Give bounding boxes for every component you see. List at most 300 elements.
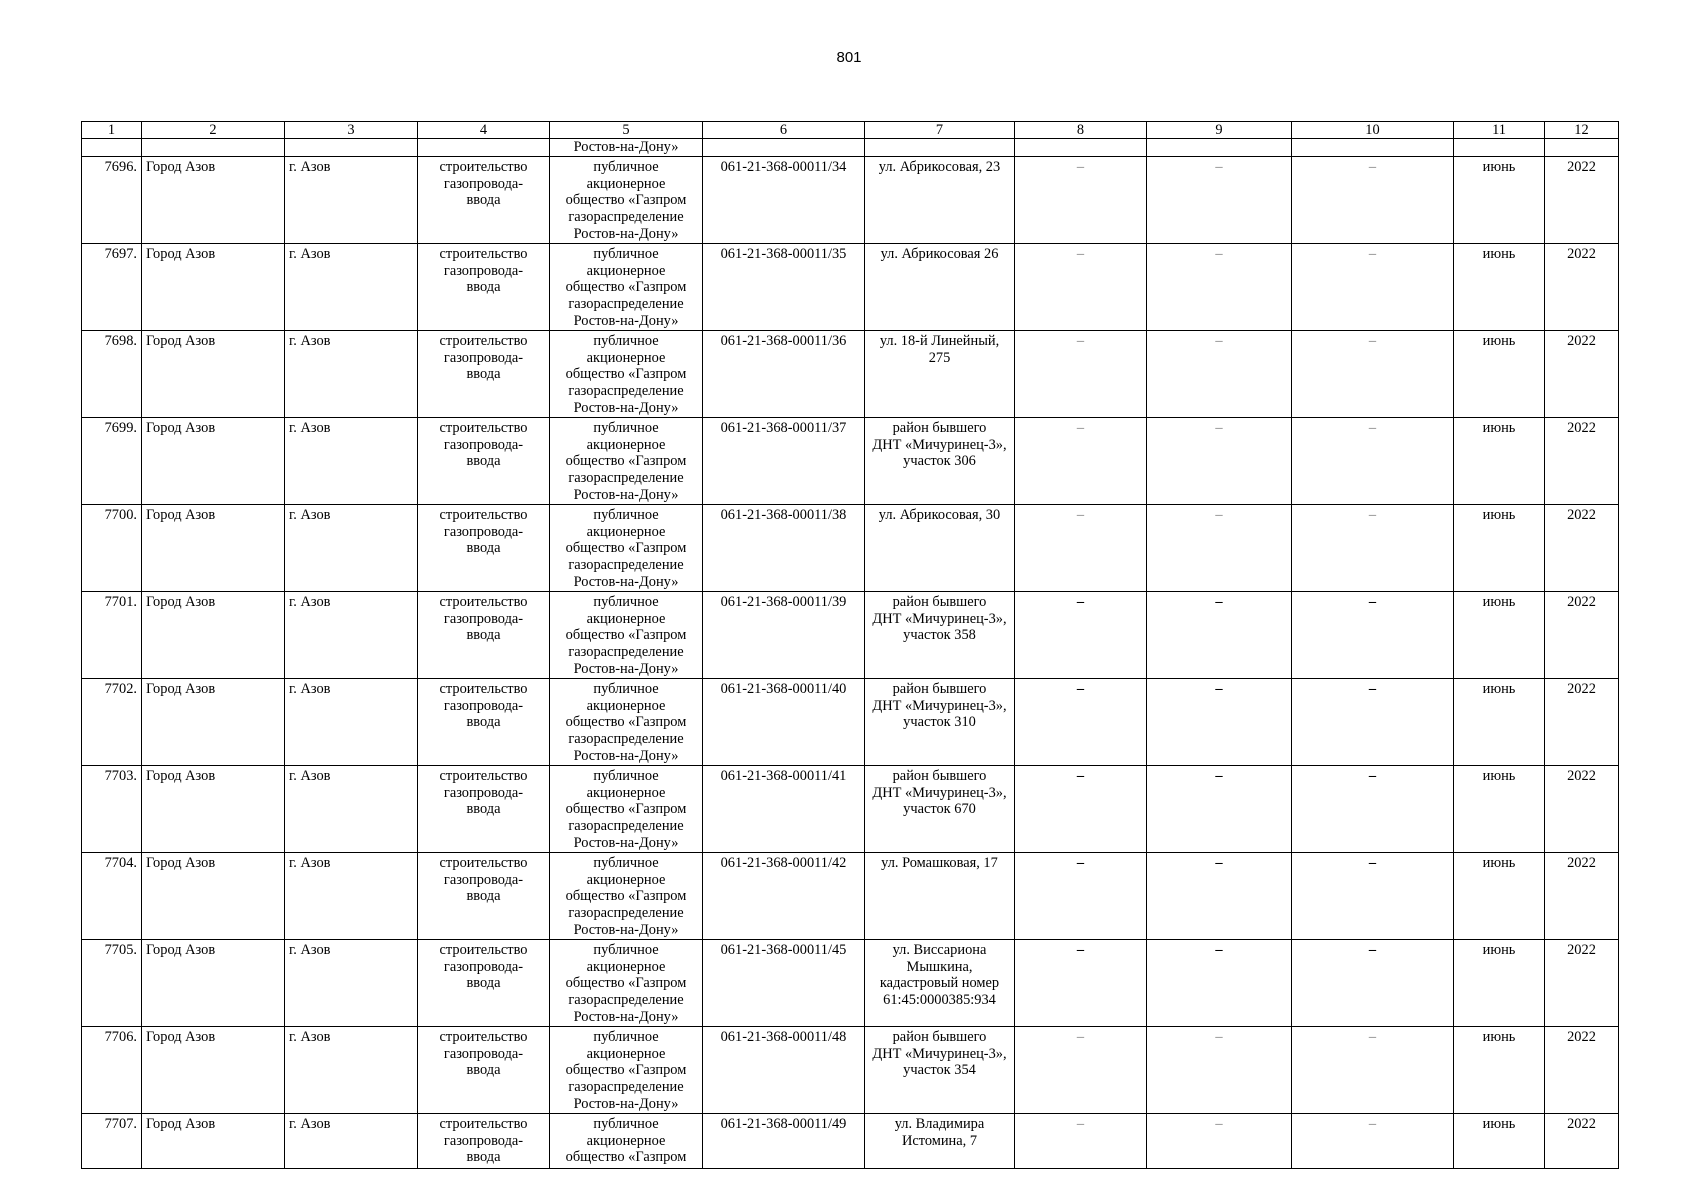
- work-type-line: строительство: [439, 419, 528, 436]
- work-type-line: строительство: [439, 1115, 528, 1132]
- address-line: ул. Владимира: [894, 1115, 985, 1132]
- column-8-cell: –: [1015, 504, 1147, 591]
- row-number-cell: 7706.: [82, 1026, 142, 1113]
- work-type-line: ввода: [466, 192, 501, 209]
- organization-cell: [550, 504, 703, 591]
- code-cell: 061-21-368-00011/38: [703, 504, 865, 591]
- code-cell: 061-21-368-00011/39: [703, 591, 865, 678]
- work-type-cell: [418, 1113, 550, 1168]
- organization-line: Ростов-на-Дону»: [573, 1095, 679, 1112]
- year-cell: 2022: [1545, 591, 1619, 678]
- organization-line: акционерное: [586, 697, 666, 714]
- code-cell: 061-21-368-00011/49: [703, 1113, 865, 1168]
- month-cell: июнь: [1454, 1026, 1545, 1113]
- row-number-cell: 7698.: [82, 330, 142, 417]
- column-8-cell: –: [1015, 417, 1147, 504]
- district-cell: Город Азов: [142, 591, 285, 678]
- column-8-cell: –: [1015, 765, 1147, 852]
- table-cell: [1015, 139, 1147, 157]
- column-header: 5: [550, 122, 703, 139]
- address-line: ДНТ «Мичуринец-3»,: [872, 697, 1007, 714]
- work-type-cell: [418, 939, 550, 1026]
- address-line: район бывшего: [892, 593, 987, 610]
- month-cell: июнь: [1454, 591, 1545, 678]
- locality-cell: г. Азов: [285, 243, 418, 330]
- year-cell: 2022: [1545, 417, 1619, 504]
- organization-line: акционерное: [586, 784, 666, 801]
- work-type-line: газопровода-: [443, 958, 524, 975]
- table-row: [82, 156, 1619, 243]
- column-10-cell: –: [1292, 1026, 1454, 1113]
- column-9-cell: –: [1147, 1113, 1292, 1168]
- work-type-line: строительство: [439, 767, 528, 784]
- column-8-cell: –: [1015, 852, 1147, 939]
- month-cell: июнь: [1454, 1113, 1545, 1168]
- work-type-cell: [418, 678, 550, 765]
- work-type-line: ввода: [466, 627, 501, 644]
- address-line: район бывшего: [892, 1028, 987, 1045]
- work-type-line: ввода: [466, 714, 501, 731]
- organization-line: Ростов-на-Дону»: [573, 573, 679, 590]
- code-cell: 061-21-368-00011/48: [703, 1026, 865, 1113]
- column-10-cell: –: [1292, 330, 1454, 417]
- organization-line: газораспределение: [568, 470, 684, 487]
- year-cell: 2022: [1545, 156, 1619, 243]
- work-type-line: строительство: [439, 854, 528, 871]
- table-row: [82, 591, 1619, 678]
- organization-line: газораспределение: [568, 557, 684, 574]
- organization-line: газораспределение: [568, 992, 684, 1009]
- organization-line: Ростов-на-Дону»: [573, 399, 679, 416]
- district-cell: Город Азов: [142, 243, 285, 330]
- address-line: ул. 18-й Линейный,: [879, 332, 1000, 349]
- page-number: 801: [836, 49, 862, 66]
- month-cell: июнь: [1454, 417, 1545, 504]
- organization-line: общество «Газпром: [565, 888, 687, 905]
- organization-line: газораспределение: [568, 644, 684, 661]
- organization-line: общество «Газпром: [565, 975, 687, 992]
- locality-cell: г. Азов: [285, 504, 418, 591]
- month-cell: июнь: [1454, 852, 1545, 939]
- work-type-line: строительство: [439, 245, 528, 262]
- address-line: район бывшего: [892, 680, 987, 697]
- organization-cell: [550, 591, 703, 678]
- address-line: район бывшего: [892, 419, 987, 436]
- code-cell: 061-21-368-00011/37: [703, 417, 865, 504]
- address-line: Мышкина,: [906, 958, 973, 975]
- organization-line: публичное: [593, 1028, 659, 1045]
- organization-line: публичное: [593, 419, 659, 436]
- column-8-cell: –: [1015, 330, 1147, 417]
- year-cell: 2022: [1545, 939, 1619, 1026]
- organization-line: Ростов-на-Дону»: [573, 486, 679, 503]
- table-row: [82, 678, 1619, 765]
- address-line: Истомина, 7: [901, 1132, 978, 1149]
- table-cell: [703, 139, 865, 157]
- code-cell: 061-21-368-00011/36: [703, 330, 865, 417]
- month-cell: июнь: [1454, 678, 1545, 765]
- column-8-cell: –: [1015, 1113, 1147, 1168]
- year-cell: 2022: [1545, 504, 1619, 591]
- table-cell: [82, 139, 142, 157]
- table-row: [82, 243, 1619, 330]
- column-8-cell: –: [1015, 1026, 1147, 1113]
- work-type-line: ввода: [466, 888, 501, 905]
- column-8-cell: –: [1015, 243, 1147, 330]
- address-cell: [865, 330, 1015, 417]
- organization-line: акционерное: [586, 1045, 666, 1062]
- column-9-cell: –: [1147, 1026, 1292, 1113]
- row-number-cell: 7703.: [82, 765, 142, 852]
- address-cell: [865, 678, 1015, 765]
- address-line: 61:45:0000385:934: [883, 992, 996, 1009]
- column-9-cell: –: [1147, 678, 1292, 765]
- column-9-cell: –: [1147, 330, 1292, 417]
- district-cell: Город Азов: [142, 852, 285, 939]
- table-cell: [1292, 139, 1454, 157]
- column-header: 4: [418, 122, 550, 139]
- column-10-cell: –: [1292, 678, 1454, 765]
- work-type-line: строительство: [439, 941, 528, 958]
- column-10-cell: –: [1292, 243, 1454, 330]
- work-type-line: строительство: [439, 158, 528, 175]
- organization-line: акционерное: [586, 523, 666, 540]
- address-line: участок 306: [903, 453, 976, 470]
- work-type-line: ввода: [466, 975, 501, 992]
- column-10-cell: –: [1292, 852, 1454, 939]
- organization-line: общество «Газпром: [565, 453, 687, 470]
- column-9-cell: –: [1147, 156, 1292, 243]
- row-number-cell: 7707.: [82, 1113, 142, 1168]
- work-type-line: ввода: [466, 279, 501, 296]
- column-header: 9: [1147, 122, 1292, 139]
- organization-cell: [550, 1026, 703, 1113]
- organization-line: публичное: [593, 158, 659, 175]
- continuation-row: [82, 139, 1619, 157]
- organization-line: Ростов-на-Дону»: [573, 747, 679, 764]
- column-9-cell: –: [1147, 852, 1292, 939]
- address-cell: [865, 765, 1015, 852]
- address-cell: [865, 1026, 1015, 1113]
- district-cell: Город Азов: [142, 939, 285, 1026]
- month-cell: июнь: [1454, 504, 1545, 591]
- work-type-line: газопровода-: [443, 871, 524, 888]
- organization-line: общество «Газпром: [565, 366, 687, 383]
- column-10-cell: –: [1292, 591, 1454, 678]
- address-cell: [865, 156, 1015, 243]
- month-cell: июнь: [1454, 939, 1545, 1026]
- table-row: [82, 330, 1619, 417]
- district-cell: Город Азов: [142, 765, 285, 852]
- column-9-cell: –: [1147, 765, 1292, 852]
- work-type-line: ввода: [466, 1149, 501, 1166]
- organization-cell: [550, 852, 703, 939]
- column-number-row: [82, 122, 1619, 139]
- column-10-cell: –: [1292, 939, 1454, 1026]
- code-cell: 061-21-368-00011/34: [703, 156, 865, 243]
- locality-cell: г. Азов: [285, 1113, 418, 1168]
- column-header: 3: [285, 122, 418, 139]
- month-cell: июнь: [1454, 765, 1545, 852]
- organization-line: газораспределение: [568, 383, 684, 400]
- organization-line: газораспределение: [568, 905, 684, 922]
- work-type-cell: [418, 591, 550, 678]
- address-line: ДНТ «Мичуринец-3»,: [872, 784, 1007, 801]
- organization-line: публичное: [593, 245, 659, 262]
- work-type-cell: [418, 852, 550, 939]
- work-type-line: газопровода-: [443, 784, 524, 801]
- column-10-cell: –: [1292, 417, 1454, 504]
- district-cell: Город Азов: [142, 330, 285, 417]
- organization-line: газораспределение: [568, 818, 684, 835]
- address-line: район бывшего: [892, 767, 987, 784]
- month-cell: июнь: [1454, 156, 1545, 243]
- work-type-line: ввода: [466, 453, 501, 470]
- year-cell: 2022: [1545, 243, 1619, 330]
- organization-line: публичное: [593, 941, 659, 958]
- column-header: 8: [1015, 122, 1147, 139]
- table-row: [82, 765, 1619, 852]
- organization-line: газораспределение: [568, 296, 684, 313]
- organization-line: общество «Газпром: [565, 279, 687, 296]
- column-header: 7: [865, 122, 1015, 139]
- address-line: участок 670: [903, 801, 976, 818]
- address-line: кадастровый номер: [879, 975, 1000, 992]
- table-cell: [142, 139, 285, 157]
- address-line: ул. Абрикосовая 26: [880, 245, 999, 262]
- table-row: [82, 504, 1619, 591]
- year-cell: 2022: [1545, 1026, 1619, 1113]
- work-type-line: ввода: [466, 540, 501, 557]
- address-line: ДНТ «Мичуринец-3»,: [872, 436, 1007, 453]
- organization-line: публичное: [593, 506, 659, 523]
- organization-line: общество «Газпром: [565, 801, 687, 818]
- year-cell: 2022: [1545, 678, 1619, 765]
- organization-line: общество «Газпром: [565, 1149, 687, 1166]
- organization-line: Ростов-на-Дону»: [573, 660, 679, 677]
- organization-line: газораспределение: [568, 1079, 684, 1096]
- column-header: 11: [1454, 122, 1545, 139]
- work-type-line: газопровода-: [443, 175, 524, 192]
- organization-line: публичное: [593, 767, 659, 784]
- organization-line: акционерное: [586, 349, 666, 366]
- organization-line: Ростов-на-Дону»: [573, 834, 679, 851]
- column-9-cell: –: [1147, 504, 1292, 591]
- organization-line: Ростов-на-Дону»: [573, 1008, 679, 1025]
- organization-cell: [550, 939, 703, 1026]
- organization-line: публичное: [593, 680, 659, 697]
- address-line: ДНТ «Мичуринец-3»,: [872, 1045, 1007, 1062]
- locality-cell: г. Азов: [285, 1026, 418, 1113]
- column-header: 2: [142, 122, 285, 139]
- address-cell: [865, 939, 1015, 1026]
- work-type-line: газопровода-: [443, 262, 524, 279]
- register-table: [81, 121, 1619, 1169]
- work-type-line: газопровода-: [443, 697, 524, 714]
- work-type-line: газопровода-: [443, 1045, 524, 1062]
- organization-cell: [550, 765, 703, 852]
- work-type-line: строительство: [439, 506, 528, 523]
- work-type-cell: [418, 504, 550, 591]
- table-cell: [1454, 139, 1545, 157]
- district-cell: Город Азов: [142, 417, 285, 504]
- locality-cell: г. Азов: [285, 591, 418, 678]
- address-line: участок 310: [903, 714, 976, 731]
- work-type-cell: [418, 330, 550, 417]
- table-row: [82, 1113, 1619, 1168]
- column-10-cell: –: [1292, 765, 1454, 852]
- organization-line: акционерное: [586, 610, 666, 627]
- organization-line: акционерное: [586, 175, 666, 192]
- organization-line: общество «Газпром: [565, 540, 687, 557]
- code-cell: 061-21-368-00011/42: [703, 852, 865, 939]
- year-cell: 2022: [1545, 852, 1619, 939]
- work-type-cell: [418, 765, 550, 852]
- district-cell: Город Азов: [142, 1026, 285, 1113]
- table-cell: [1147, 139, 1292, 157]
- organization-cell: [550, 678, 703, 765]
- column-header: 1: [82, 122, 142, 139]
- table-cell: [1545, 139, 1619, 157]
- work-type-cell: [418, 156, 550, 243]
- locality-cell: г. Азов: [285, 939, 418, 1026]
- address-line: участок 354: [903, 1062, 976, 1079]
- organization-line: публичное: [593, 1115, 659, 1132]
- work-type-line: газопровода-: [443, 349, 524, 366]
- organization-cell: [550, 417, 703, 504]
- address-line: ул. Ромашковая, 17: [881, 854, 998, 871]
- organization-line: Ростов-на-Дону»: [573, 225, 679, 242]
- row-number-cell: 7697.: [82, 243, 142, 330]
- column-header: 12: [1545, 122, 1619, 139]
- organization-line: Ростов-на-Дону»: [573, 312, 679, 329]
- organization-line: публичное: [593, 593, 659, 610]
- code-cell: 061-21-368-00011/35: [703, 243, 865, 330]
- address-cell: [865, 591, 1015, 678]
- address-line: ул. Виссариона: [892, 941, 987, 958]
- work-type-line: газопровода-: [443, 1132, 524, 1149]
- address-cell: [865, 1113, 1015, 1168]
- column-header: 6: [703, 122, 865, 139]
- organization-cell: [550, 330, 703, 417]
- column-8-cell: –: [1015, 156, 1147, 243]
- organization-line: акционерное: [586, 1132, 666, 1149]
- address-line: участок 358: [903, 627, 976, 644]
- column-9-cell: –: [1147, 939, 1292, 1026]
- table-row: [82, 1026, 1619, 1113]
- locality-cell: г. Азов: [285, 852, 418, 939]
- work-type-line: строительство: [439, 332, 528, 349]
- address-line: ул. Абрикосовая, 23: [878, 158, 1001, 175]
- locality-cell: г. Азов: [285, 765, 418, 852]
- address-cell: [865, 417, 1015, 504]
- year-cell: 2022: [1545, 765, 1619, 852]
- table-cell: [865, 139, 1015, 157]
- table-cell: [418, 139, 550, 157]
- organization-line: акционерное: [586, 958, 666, 975]
- work-type-line: строительство: [439, 1028, 528, 1045]
- organization-line: публичное: [593, 332, 659, 349]
- table-cell: [285, 139, 418, 157]
- work-type-line: газопровода-: [443, 610, 524, 627]
- row-number-cell: 7699.: [82, 417, 142, 504]
- organization-line: газораспределение: [568, 209, 684, 226]
- row-number-cell: 7696.: [82, 156, 142, 243]
- work-type-line: ввода: [466, 1062, 501, 1079]
- organization-line: общество «Газпром: [565, 1062, 687, 1079]
- code-cell: 061-21-368-00011/40: [703, 678, 865, 765]
- year-cell: 2022: [1545, 330, 1619, 417]
- column-8-cell: –: [1015, 678, 1147, 765]
- organization-line: акционерное: [586, 871, 666, 888]
- column-10-cell: –: [1292, 504, 1454, 591]
- district-cell: Город Азов: [142, 504, 285, 591]
- address-cell: [865, 243, 1015, 330]
- organization-line: газораспределение: [568, 731, 684, 748]
- work-type-cell: [418, 1026, 550, 1113]
- column-9-cell: –: [1147, 243, 1292, 330]
- column-8-cell: –: [1015, 591, 1147, 678]
- row-number-cell: 7702.: [82, 678, 142, 765]
- column-9-cell: –: [1147, 417, 1292, 504]
- code-cell: 061-21-368-00011/41: [703, 765, 865, 852]
- row-number-cell: 7705.: [82, 939, 142, 1026]
- locality-cell: г. Азов: [285, 330, 418, 417]
- column-9-cell: –: [1147, 591, 1292, 678]
- district-cell: Город Азов: [142, 1113, 285, 1168]
- month-cell: июнь: [1454, 330, 1545, 417]
- column-header: 10: [1292, 122, 1454, 139]
- table-row: [82, 939, 1619, 1026]
- organization-line: акционерное: [586, 436, 666, 453]
- organization-line: общество «Газпром: [565, 192, 687, 209]
- locality-cell: г. Азов: [285, 678, 418, 765]
- organization-line: Ростов-на-Дону»: [573, 921, 679, 938]
- row-number-cell: 7700.: [82, 504, 142, 591]
- address-line: 275: [928, 349, 951, 366]
- year-cell: 2022: [1545, 1113, 1619, 1168]
- district-cell: Город Азов: [142, 156, 285, 243]
- work-type-line: строительство: [439, 593, 528, 610]
- organization-cell: [550, 243, 703, 330]
- work-type-cell: [418, 243, 550, 330]
- table-row: [82, 417, 1619, 504]
- work-type-line: ввода: [466, 366, 501, 383]
- work-type-line: строительство: [439, 680, 528, 697]
- month-cell: июнь: [1454, 243, 1545, 330]
- organization-cell: [550, 1113, 703, 1168]
- district-cell: Город Азов: [142, 678, 285, 765]
- work-type-line: газопровода-: [443, 523, 524, 540]
- work-type-line: газопровода-: [443, 436, 524, 453]
- row-number-cell: 7701.: [82, 591, 142, 678]
- column-10-cell: –: [1292, 1113, 1454, 1168]
- address-line: ДНТ «Мичуринец-3»,: [872, 610, 1007, 627]
- column-10-cell: –: [1292, 156, 1454, 243]
- organization-line: общество «Газпром: [565, 714, 687, 731]
- table-row: [82, 852, 1619, 939]
- continuation-text: Ростов-на-Дону»: [550, 139, 703, 157]
- organization-cell: [550, 156, 703, 243]
- column-8-cell: –: [1015, 939, 1147, 1026]
- work-type-line: ввода: [466, 801, 501, 818]
- code-cell: 061-21-368-00011/45: [703, 939, 865, 1026]
- address-line: ул. Абрикосовая, 30: [878, 506, 1001, 523]
- work-type-cell: [418, 417, 550, 504]
- row-number-cell: 7704.: [82, 852, 142, 939]
- locality-cell: г. Азов: [285, 417, 418, 504]
- locality-cell: г. Азов: [285, 156, 418, 243]
